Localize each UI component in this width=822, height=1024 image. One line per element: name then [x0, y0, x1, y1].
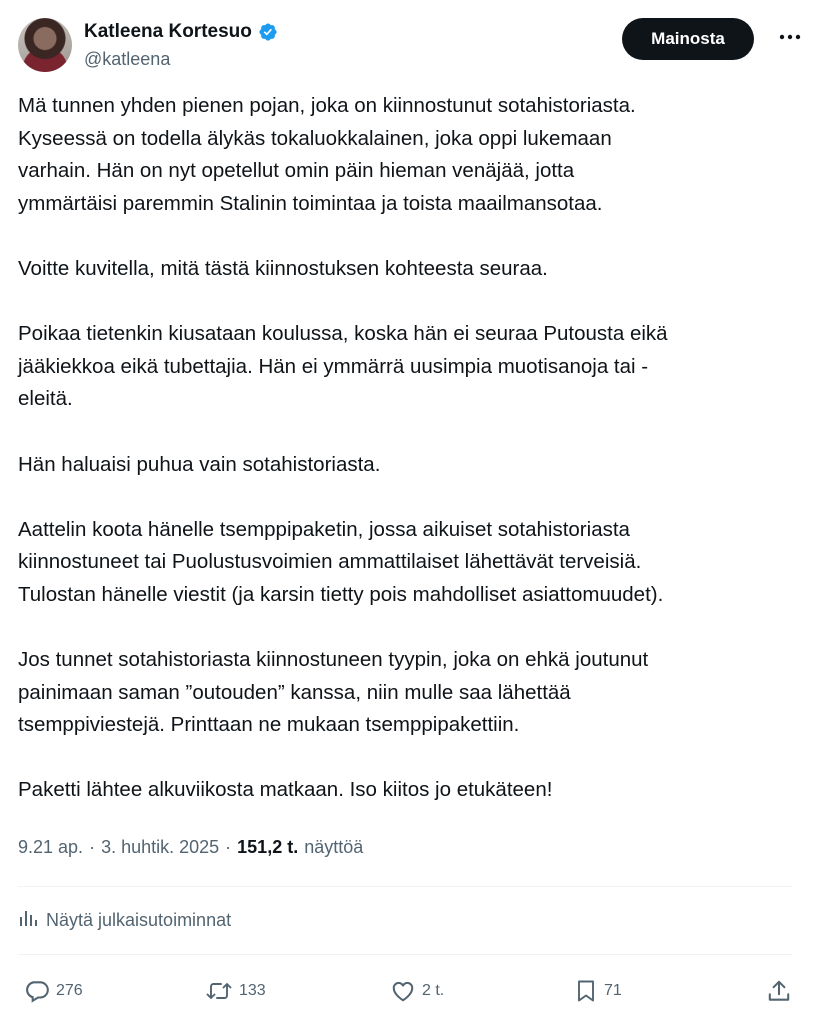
- more-horizontal-icon[interactable]: [776, 26, 804, 48]
- divider: [18, 954, 792, 955]
- bar-chart-icon: [18, 908, 38, 933]
- repost-count: 133: [239, 982, 266, 999]
- promote-button[interactable]: Mainosta: [622, 18, 754, 60]
- author-handle[interactable]: @katleena: [84, 49, 171, 69]
- post-header: [18, 16, 804, 76]
- views-count: 151,2 t.: [237, 837, 299, 857]
- post-paragraph: Voitte kuvitella, mitä tästä kiinnostuksen kohteesta seuraa.: [18, 256, 548, 280]
- reply-count: 276: [56, 982, 83, 999]
- like-count: 2 t.: [422, 982, 445, 999]
- meta-separator: ·: [89, 837, 96, 857]
- heart-icon: [390, 978, 416, 1004]
- speech-bubble-icon: [24, 978, 50, 1004]
- view-analytics-link[interactable]: [18, 908, 231, 933]
- avatar[interactable]: [18, 18, 72, 72]
- share-button[interactable]: [766, 972, 792, 1010]
- post-paragraph: Poikaa tietenkin kiusataan koulussa, koska hän ei seuraa Putousta eikä jääkiekkoa eikä tubettajia. Hän ei ymmärrä uusimpia muotisanoja tai - eleitä.: [18, 322, 668, 411]
- meta-separator: ·: [225, 837, 232, 857]
- author-name-row: [84, 21, 278, 43]
- bookmark-button[interactable]: [574, 972, 622, 1010]
- view-analytics-label: Näytä julkaisutoiminnat: [46, 910, 232, 930]
- post-paragraph: Jos tunnet sotahistoriasta kiinnostuneen tyypin, joka on ehkä joutunut painimaan saman ”outouden” kanssa, niin mulle saa lähettää tsemppiviestejä. Printtaan ne mukaan tsemppipakettiin.: [18, 648, 649, 737]
- post-paragraph: Hän haluaisi puhua vain sotahistoriasta.: [18, 452, 381, 476]
- views-label: näyttöä: [304, 837, 364, 857]
- repost-button[interactable]: [205, 972, 266, 1010]
- action-bar: [18, 972, 792, 1010]
- post-time[interactable]: 9.21 ap.: [18, 837, 84, 857]
- post-paragraph: Aattelin koota hänelle tsemppipaketin, jossa aikuiset sotahistoriasta kiinnostuneet tai Puolustusvoimien ammattilaiset lähettävät terveisiä. Tulostan hänelle viestit (ja karsin tietty pois mahdolliset asiattomuudet).: [18, 517, 664, 606]
- bookmark-icon: [574, 978, 598, 1004]
- like-button[interactable]: [390, 972, 444, 1010]
- post-meta: [18, 837, 363, 858]
- share-upload-icon: [766, 978, 792, 1004]
- reply-button[interactable]: [24, 972, 83, 1010]
- post-body: [18, 90, 804, 807]
- bookmark-count: 71: [604, 982, 622, 999]
- author-name[interactable]: Katleena Kortesuo: [84, 21, 252, 42]
- repost-arrows-icon: [205, 978, 233, 1004]
- post-paragraph: Paketti lähtee alkuviikosta matkaan. Iso kiitos jo etukäteen!: [18, 778, 553, 802]
- verified-badge-icon: [258, 22, 278, 42]
- post-paragraph: Mä tunnen yhden pienen pojan, joka on kiinnostunut sotahistoriasta. Kyseessä on todella älykäs tokaluokkalainen, joka oppi lukemaan varhain. Hän on nyt opetellut omin päin hieman venäjää, jotta ymmärtäisi paremmin Stalinin toimintaa ja toista maailmansotaa.: [18, 94, 636, 215]
- post-date[interactable]: 3. huhtik. 2025: [101, 837, 220, 857]
- divider: [18, 886, 792, 887]
